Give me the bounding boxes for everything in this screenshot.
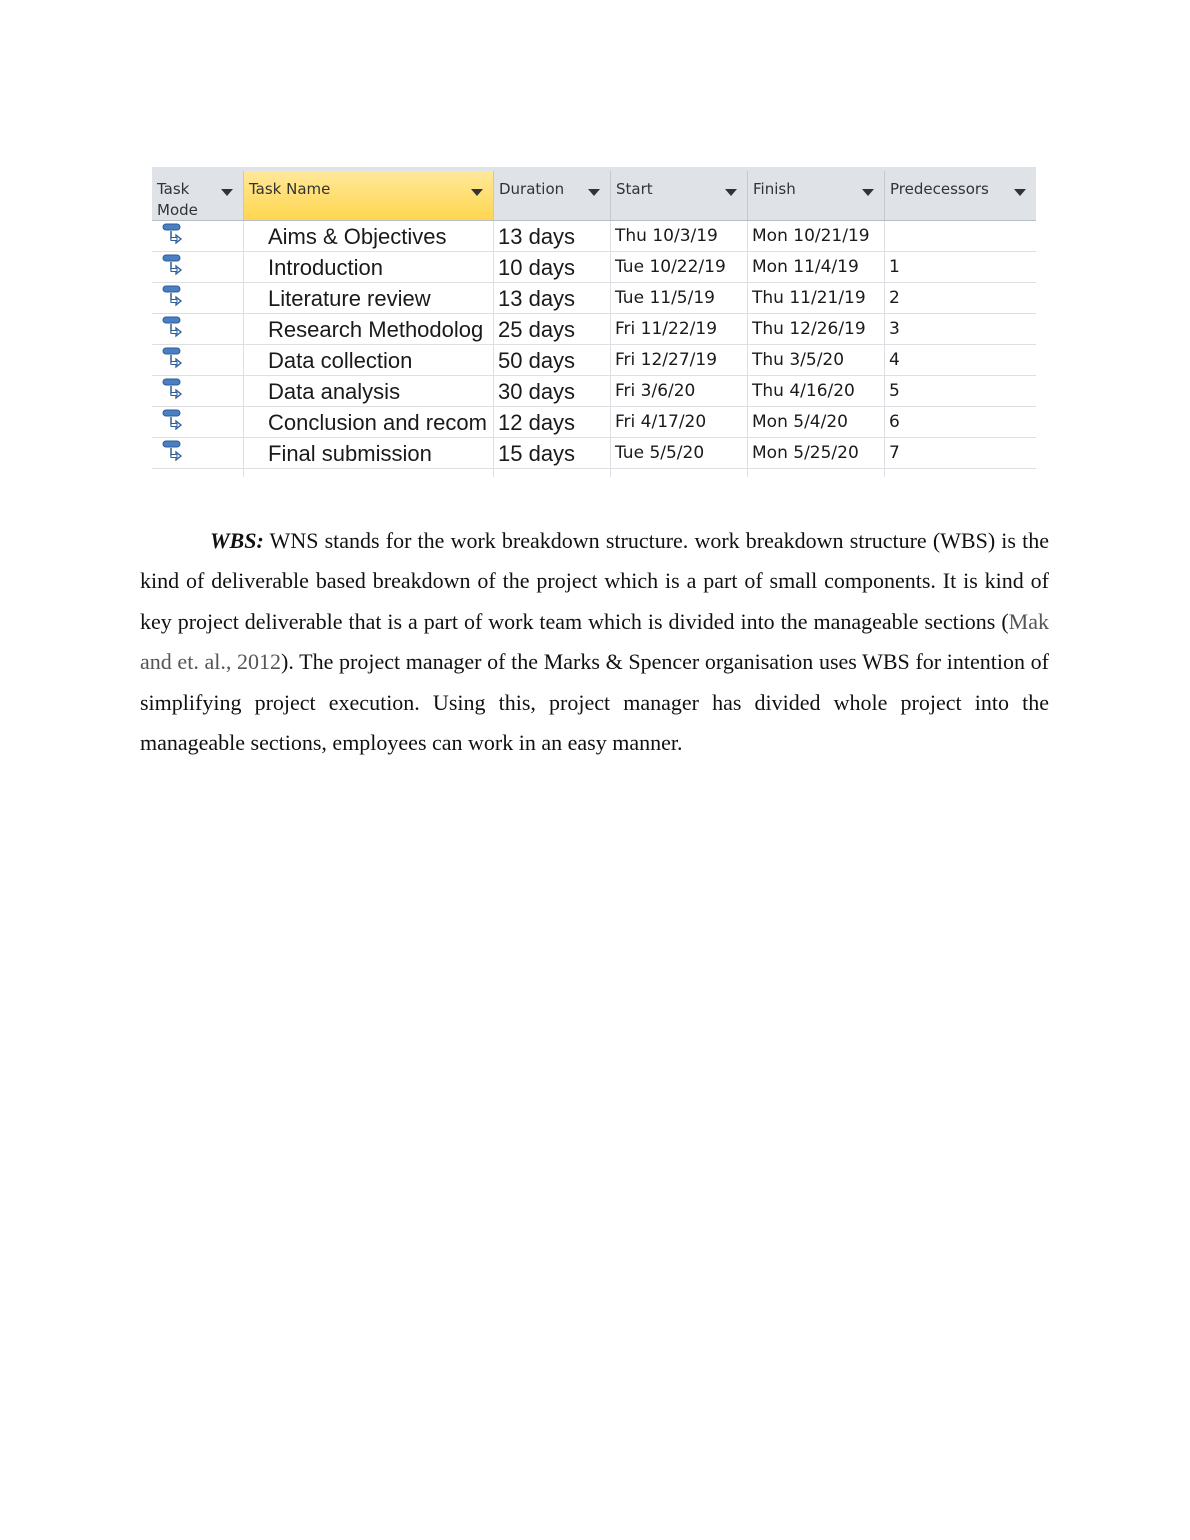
duration-cell[interactable]: 13 days bbox=[494, 221, 611, 251]
predecessors-cell[interactable]: 1 bbox=[889, 257, 900, 277]
table-row[interactable] bbox=[152, 314, 1036, 345]
column-label: Task Mode bbox=[157, 180, 198, 219]
duration-cell[interactable]: 13 days bbox=[494, 283, 611, 313]
table-row[interactable] bbox=[152, 407, 1036, 438]
duration-cell[interactable]: 10 days bbox=[494, 252, 611, 282]
start-cell[interactable]: Fri 11/22/19 bbox=[611, 314, 748, 344]
finish-cell[interactable]: Thu 3/5/20 bbox=[748, 345, 885, 375]
predecessors-cell[interactable] bbox=[885, 221, 1036, 251]
task-mode-cell[interactable] bbox=[152, 221, 244, 251]
predecessors-cell[interactable]: 2 bbox=[889, 288, 900, 308]
auto-scheduled-task-icon bbox=[162, 223, 188, 247]
finish-cell[interactable]: Thu 11/21/19 bbox=[748, 283, 885, 313]
column-header-task-name[interactable] bbox=[244, 171, 494, 220]
predecessors-cell[interactable]: 3 bbox=[889, 319, 900, 339]
finish-cell[interactable]: Mon 5/4/20 bbox=[748, 407, 885, 437]
task-mode-cell[interactable] bbox=[152, 252, 244, 282]
table-row[interactable] bbox=[152, 438, 1036, 469]
task-name-cell[interactable]: Data analysis bbox=[244, 376, 494, 406]
paragraph-term: WBS: bbox=[210, 528, 264, 553]
duration-cell[interactable]: 50 days bbox=[494, 345, 611, 375]
column-label: Predecessors bbox=[890, 180, 989, 198]
task-mode-cell[interactable] bbox=[152, 438, 244, 468]
duration-cell[interactable]: 12 days bbox=[494, 407, 611, 437]
task-name-cell[interactable]: Data collection bbox=[244, 345, 494, 375]
column-header-task-mode[interactable] bbox=[152, 171, 244, 220]
task-mode-cell[interactable] bbox=[152, 407, 244, 437]
table-row[interactable] bbox=[152, 221, 1036, 252]
chevron-down-icon[interactable] bbox=[862, 189, 874, 196]
column-label: Start bbox=[616, 180, 653, 198]
chevron-down-icon[interactable] bbox=[588, 189, 600, 196]
auto-scheduled-task-icon bbox=[162, 254, 188, 278]
chevron-down-icon[interactable] bbox=[471, 189, 483, 196]
column-label: Duration bbox=[499, 180, 565, 198]
chevron-down-icon[interactable] bbox=[221, 189, 233, 196]
table-body bbox=[152, 221, 1036, 469]
project-task-table bbox=[152, 167, 1036, 479]
finish-cell[interactable]: Mon 11/4/19 bbox=[748, 252, 885, 282]
duration-cell[interactable]: 30 days bbox=[494, 376, 611, 406]
task-name-cell[interactable]: Introduction bbox=[244, 252, 494, 282]
paragraph-text: ). The project manager of the Marks & Spencer organisation uses WBS for intention of simplifying project execution. Using this, project manager has divided whole project into the manageable sections, employees can work in an easy manner. bbox=[140, 649, 1049, 756]
chevron-down-icon[interactable] bbox=[1014, 189, 1026, 196]
auto-scheduled-task-icon bbox=[162, 347, 188, 371]
start-cell[interactable]: Fri 4/17/20 bbox=[611, 407, 748, 437]
task-name-cell[interactable]: Conclusion and recom bbox=[244, 407, 494, 437]
task-mode-cell[interactable] bbox=[152, 314, 244, 344]
start-cell[interactable]: Fri 12/27/19 bbox=[611, 345, 748, 375]
column-label: Task Name bbox=[249, 180, 331, 198]
column-label: Finish bbox=[753, 180, 796, 198]
task-mode-cell[interactable] bbox=[152, 283, 244, 313]
finish-cell[interactable]: Mon 10/21/19 bbox=[748, 221, 885, 251]
table-row[interactable] bbox=[152, 283, 1036, 314]
predecessors-cell[interactable]: 7 bbox=[889, 443, 900, 463]
predecessors-cell[interactable]: 5 bbox=[889, 381, 900, 401]
finish-cell[interactable]: Mon 5/25/20 bbox=[748, 438, 885, 468]
task-name-cell[interactable]: Final submission bbox=[244, 438, 494, 468]
column-header-predecessors[interactable] bbox=[885, 171, 1036, 220]
paragraph-text: WNS stands for the work breakdown structure. work breakdown structure (WBS) is the kind of deliverable based breakdown of the project which is a part of small components. It is kind of key project deliverable that is a part of work team which is divided into the manageable sections ( bbox=[140, 528, 1049, 634]
auto-scheduled-task-icon bbox=[162, 285, 188, 309]
table-header bbox=[152, 171, 1036, 221]
auto-scheduled-task-icon bbox=[162, 316, 188, 340]
predecessors-cell[interactable]: 4 bbox=[889, 350, 900, 370]
table-row[interactable] bbox=[152, 376, 1036, 407]
task-name-cell[interactable]: Research Methodolog bbox=[244, 314, 494, 344]
task-mode-cell[interactable] bbox=[152, 376, 244, 406]
finish-cell[interactable]: Thu 4/16/20 bbox=[748, 376, 885, 406]
start-cell[interactable]: Tue 10/22/19 bbox=[611, 252, 748, 282]
duration-cell[interactable]: 25 days bbox=[494, 314, 611, 344]
task-name-cell[interactable]: Literature review bbox=[244, 283, 494, 313]
table-empty-row bbox=[152, 469, 1036, 477]
citation: Mak and et. al., 2012 bbox=[140, 608, 1049, 675]
start-cell[interactable]: Fri 3/6/20 bbox=[611, 376, 748, 406]
chevron-down-icon[interactable] bbox=[725, 189, 737, 196]
auto-scheduled-task-icon bbox=[162, 378, 188, 402]
task-name-cell[interactable]: Aims & Objectives bbox=[244, 221, 494, 251]
finish-cell[interactable]: Thu 12/26/19 bbox=[748, 314, 885, 344]
column-header-start[interactable] bbox=[611, 171, 748, 220]
start-cell[interactable]: Tue 11/5/19 bbox=[611, 283, 748, 313]
auto-scheduled-task-icon bbox=[162, 440, 188, 464]
auto-scheduled-task-icon bbox=[162, 409, 188, 433]
table-row[interactable] bbox=[152, 252, 1036, 283]
task-mode-cell[interactable] bbox=[152, 345, 244, 375]
column-header-duration[interactable] bbox=[494, 171, 611, 220]
table-row[interactable] bbox=[152, 345, 1036, 376]
start-cell[interactable]: Tue 5/5/20 bbox=[611, 438, 748, 468]
start-cell[interactable]: Thu 10/3/19 bbox=[611, 221, 748, 251]
column-header-finish[interactable] bbox=[748, 171, 885, 220]
wbs-paragraph bbox=[140, 521, 1049, 763]
duration-cell[interactable]: 15 days bbox=[494, 438, 611, 468]
predecessors-cell[interactable]: 6 bbox=[889, 412, 900, 432]
